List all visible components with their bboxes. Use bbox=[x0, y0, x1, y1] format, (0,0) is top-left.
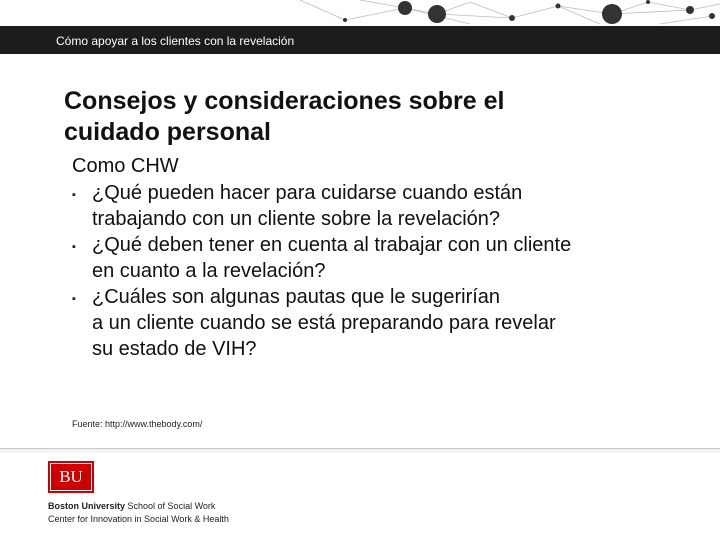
bullet-3-line-3: su estado de VIH? bbox=[92, 338, 257, 360]
university-label: Boston University bbox=[48, 501, 126, 511]
bullet-square-icon: ▪ bbox=[72, 241, 76, 253]
list-item bbox=[72, 180, 652, 232]
bu-logo-letters: BU bbox=[50, 463, 92, 491]
bullet-1-line-2: trabajando con un cliente sobre la revelación? bbox=[92, 208, 501, 230]
source-citation: Fuente: http://www.thebody.com/ bbox=[72, 419, 203, 429]
slide-title bbox=[64, 86, 664, 148]
center-name: Center for Innovation in Social Work & Health bbox=[48, 514, 229, 524]
list-item bbox=[72, 232, 652, 284]
slide-title-line-2: cuidado personal bbox=[64, 118, 271, 146]
bullet-list bbox=[72, 180, 652, 362]
bullet-2-line-2: en cuanto a la revelación? bbox=[92, 260, 326, 282]
bullet-1-line-1: ¿Qué pueden hacer para cuidarse cuando están bbox=[92, 182, 523, 204]
network-graphic bbox=[0, 0, 720, 26]
bullet-square-icon: ▪ bbox=[72, 293, 76, 305]
intro-text: Como CHW bbox=[72, 155, 179, 177]
bullet-square-icon: ▪ bbox=[72, 189, 76, 201]
bullet-3-line-1: ¿Cuáles son algunas pautas que le sugerirían bbox=[92, 286, 501, 308]
bu-logo bbox=[48, 461, 94, 493]
slide-title-line-1: Consejos y consideraciones sobre el bbox=[64, 87, 505, 115]
footer-divider bbox=[0, 448, 720, 453]
header-title: Cómo apoyar a los clientes con la revelación bbox=[56, 34, 295, 48]
university-name bbox=[48, 501, 215, 512]
list-item bbox=[72, 284, 652, 362]
bullet-2-line-1: ¿Qué deben tener en cuenta al trabajar con un cliente bbox=[92, 234, 572, 256]
bullet-3-line-2: a un cliente cuando se está preparando para revelar bbox=[92, 312, 556, 334]
school-label: School of Social Work bbox=[127, 501, 216, 511]
